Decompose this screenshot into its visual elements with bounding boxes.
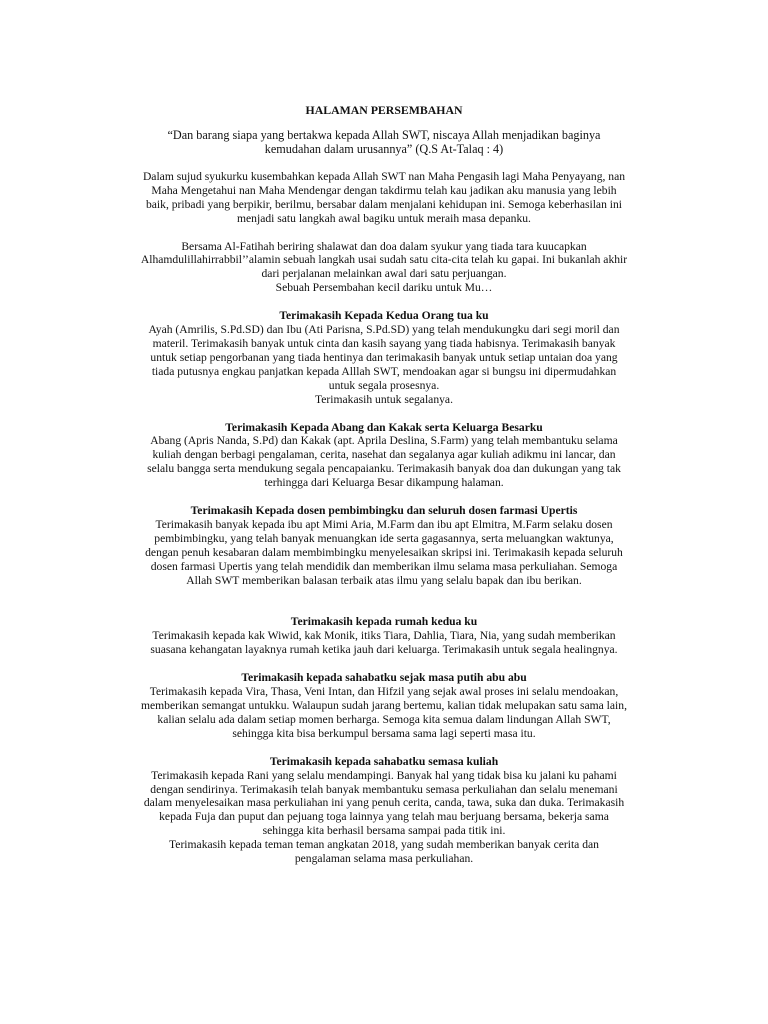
intro-paragraph: Dalam sujud syukurku kusembahkan kepada Allah SWT nan Maha Pengasih lagi Maha Penyayang, nan Maha Mengetahui nan Maha Mendengar dengan takdirmu telah kau jadikan aku manusia yang lebih baik, pribadi yang berpikir, berilmu, bersabar dalam menjalani kehidupan ini. Semoga keberhasilan ini menjadi satu langkah awal bagiku untuk meraih masa depanku. xyxy=(142,169,626,225)
section-body-highschool-friends: Terimakasih kepada Vira, Thasa, Veni Intan, dan Hifzil yang sejak awal proses ini selalu mendoakan, memberikan semangat untukku. Walaupun sudah jarang bertemu, kalian tidak melupakan satu sama lain, kalian selalu ada dalam setiap momen berharga. Semoga kita semua dalam lindungan Allah SWT, sehingga kita bisa berkumpul bersama sama lagi seperti masa itu. xyxy=(141,685,627,740)
section-body-lecturers: Terimakasih banyak kepada ibu apt Mimi Aria, M.Farm dan ibu apt Elmitra, M.Farm selaku dosen pembimbingku, yang telah banyak menuangkan ide serta gagasannya, serta meluangkan waktunya, dengan penuh kesabaran dalam membimbingku menyelesaikan skripsi ini. Terimakasih kepada seluruh dosen farmasi Upertis yang telah mendidik dan memberikan ilmu selama masa perkuliahan. Semoga Allah SWT memberikan balasan terbaik atas ilmu yang selalu bapak dan ibu berikan. xyxy=(145,517,623,587)
fatihah-paragraph: Bersama Al-Fatihah beriring shalawat dan doa dalam syukur yang tiada tara kuucapkan Alhamdulillahirrabbil’’alamin sebuah langkah usai sudah satu cita-cita telah ku gapai. Ini bukanlah akhir dari perjalanan melainkan awal dari satu perjuangan. xyxy=(140,239,628,281)
section-body-siblings: Abang (Apris Nanda, S.Pd) dan Kakak (apt. Aprila Deslina, S.Farm) yang telah membantuku selama kuliah dengan berbagi pengalaman, cerita, nasehat dan segalanya agar kuliah adikmu ini lancar, dan selalu bangga serta mendukung segala pencapaianku. Terimakasih banyak doa dan dukungan yang tak terhingga dari Keluarga Besar dikampung halaman. xyxy=(147,434,621,490)
section-heading-highschool-friends: Terimakasih kepada sahabatku sejak masa putih abu abu xyxy=(241,671,527,685)
section-body-parents: Ayah (Amrilis, S.Pd.SD) dan Ibu (Ati Parisna, S.Pd.SD) yang telah mendukungku dari segi moril dan materil. Terimakasih banyak untuk cinta dan kasih sayang yang tiada habisnya. Terimakasih banyak untuk setiap pengorbanan yang tiada hentinya dan terimakasih banyak untuk setiap untaian doa yang tiada putusnya engkau panjatkan kepada Alllah SWT, mendoakan agar si bungsu ini dipermudahkan untuk segala prosesnya. xyxy=(148,323,620,392)
section-body-second-home: Terimakasih kepada kak Wiwid, kak Monik, itiks Tiara, Dahlia, Tiara, Nia, yang sudah memberikan suasana kehangatan layaknya rumah ketika jauh dari keluarga. Terimakasih untuk segala healingnya. xyxy=(150,629,618,657)
section-heading-lecturers: Terimakasih Kepada dosen pembimbingku dan seluruh dosen farmasi Upertis xyxy=(190,504,578,518)
page-content xyxy=(140,104,628,866)
section-heading-parents: Terimakasih Kepada Kedua Orang tua ku xyxy=(279,309,489,323)
page-title: HALAMAN PERSEMBAHAN xyxy=(305,103,463,117)
section-heading-second-home: Terimakasih kepada rumah kedua ku xyxy=(290,615,478,629)
section-heading-college-friends: Terimakasih kepada sahabatku semasa kuliah xyxy=(269,754,499,768)
section-body-college-friends: Terimakasih kepada Rani yang selalu mendampingi. Banyak hal yang tidak bisa ku jalani ku pahami dengan sendirinya. Terimakasih telah banyak membantuku semasa perkuliahan dan selalu menemani dalam menyelesaikan masa perkuliahan ini yang penuh cerita, canda, tawa, suka dan duka. Terimakasih kepada Fuja dan puput dan pejuang toga lainnya yang telah mau berjuang bersama, bekerja sama sehingga kita berhasil bersama sampai pada titik ini. xyxy=(143,768,625,838)
quote-text: “Dan barang siapa yang bertakwa kepada Allah SWT, niscaya Allah menjadikan baginya kemudahan dalam urusannya” (Q.S At-Talaq : 4) xyxy=(167,127,601,156)
section-extra-college-friends: Terimakasih kepada teman teman angkatan 2018, yang sudah memberikan banyak cerita dan pengalaman selama masa perkuliahan. xyxy=(169,838,599,866)
fatihah-closing-line: Sebuah Persembahan kecil dariku untuk Mu… xyxy=(275,281,493,295)
section-extra-parents: Terimakasih untuk segalanya. xyxy=(315,392,453,406)
section-heading-siblings: Terimakasih Kepada Abang dan Kakak serta Keluarga Besarku xyxy=(225,420,543,434)
